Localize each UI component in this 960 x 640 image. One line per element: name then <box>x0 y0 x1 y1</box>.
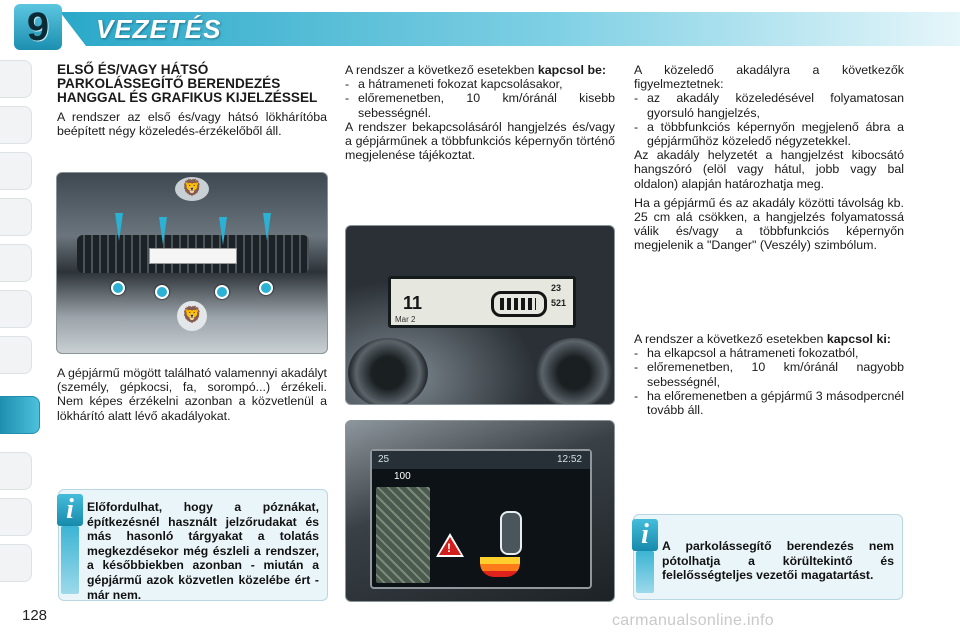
screen-speed: 100 <box>394 471 411 482</box>
chapter-title: VEZETÉS <box>96 14 222 44</box>
column-2 <box>345 63 615 162</box>
on-intro <box>345 63 615 77</box>
intro-paragraph: A rendszer az első és/vagy hátsó lökhárítóba beépített négy közeledés-érzékelőből áll. <box>57 109 327 138</box>
list-item: - a többfunkciós képernyőn megjelenő ábra a gépjárműhöz közeledő négyzetekkel. <box>634 120 904 148</box>
info-text: A parkolássegítő berendezés nem pótolhatja a körültekintő és felelősségteljes vezetői magatartást. <box>662 539 894 583</box>
column-3-lower <box>634 332 904 417</box>
lion-logo-icon: 🦁 <box>177 301 207 331</box>
bumper-sensors-photo <box>56 172 328 354</box>
side-tab[interactable] <box>0 106 32 144</box>
detection-paragraph: A gépjármű mögött található valamennyi akadályt (személy, gépkocsi, fa, sorompó...) érzékeli. Nem képes érzékelni azonban a közvetlenül a lökhárító alatt lévő akadályokat. <box>57 366 327 423</box>
info-icon: i <box>632 519 658 551</box>
list-item: - előremenetben, 10 km/óránál nagyobb sebességnél, <box>634 360 904 388</box>
sensor-arrow-icon <box>159 217 167 245</box>
parking-sensor-icon <box>155 285 169 299</box>
side-tab[interactable] <box>0 336 32 374</box>
display-right-top: 23 <box>551 283 562 293</box>
air-vent <box>534 338 614 405</box>
display-day: Mar 2 <box>395 315 416 324</box>
list-item: - előremenetben, 10 km/óránál kisebb sebességnél. <box>345 91 615 119</box>
multifunction-screen <box>370 449 592 589</box>
side-tab-active[interactable] <box>0 396 40 434</box>
side-tab[interactable] <box>0 198 32 236</box>
air-vent <box>348 338 428 405</box>
display-right-values <box>551 281 566 311</box>
watermark: carmanualsonline.info <box>612 612 774 629</box>
section-heading: ELSŐ ÉS/VAGY HÁTSÓ PARKOLÁSSEGÍTŐ BERENDEZÉS HANGGAL ÉS GRAFIKUS KIJELZÉSSEL <box>57 62 318 106</box>
info-stripe <box>61 526 79 594</box>
screen-top-left: 25 <box>378 454 390 465</box>
parking-sensor-icon <box>259 281 273 295</box>
list-item: - ha elkapcsol a hátrameneti fokozatból, <box>634 346 904 360</box>
info-stripe <box>636 551 654 593</box>
on-intro-bold: kapcsol be: <box>537 63 607 77</box>
off-intro-bold: kapcsol ki: <box>826 332 891 346</box>
approach-intro: A közeledő akadályra a következők figyelmeztetnek: <box>634 63 904 92</box>
display-right-bottom: 521 <box>551 298 567 308</box>
list-item: - ha előremenetben a gépjármű 3 másodpercnél tovább áll. <box>634 389 904 417</box>
off-intro <box>634 332 904 346</box>
screen-topbar <box>372 451 590 469</box>
sensor-arrow-icon <box>263 213 271 241</box>
on-intro-text: A rendszer a következő esetekben <box>345 63 538 77</box>
on-list <box>345 77 615 120</box>
column-3 <box>634 63 904 253</box>
side-tab[interactable] <box>0 244 32 282</box>
sensor-arrow-icon <box>219 217 227 245</box>
multifunction-screen-photo <box>345 420 615 602</box>
approach-list <box>634 91 904 148</box>
sensor-arrow-icon <box>115 213 123 241</box>
side-tab[interactable] <box>0 452 32 490</box>
car-top-view-icon <box>500 511 522 555</box>
dashboard-display-photo <box>345 225 615 405</box>
column-1 <box>57 63 327 138</box>
info-box <box>58 489 328 601</box>
list-item: - az akadály közeledésével folyamatosan gyorsuló hangjelzés, <box>634 91 904 119</box>
info-icon: i <box>57 494 83 526</box>
side-tab[interactable] <box>0 152 32 190</box>
side-tabs <box>0 60 40 600</box>
side-tab[interactable] <box>0 290 32 328</box>
chapter-number: 9 <box>14 4 62 50</box>
side-tab[interactable] <box>0 498 32 536</box>
navigation-map <box>376 487 430 583</box>
danger-paragraph: Ha a gépjármű és az akadály közötti távolság kb. 25 cm alá csökken, a hangjelzés folyamatossá válik és/vagy a többfunkciós képernyőn megjelenik a "Danger" (Veszély) szimbólum. <box>634 195 904 253</box>
side-tab[interactable] <box>0 60 32 98</box>
parking-sensor-icon <box>111 281 125 295</box>
parking-sensor-icon <box>215 285 229 299</box>
exclamation-icon: ! <box>447 541 451 555</box>
dashboard-display <box>388 276 576 328</box>
activation-paragraph: A rendszer bekapcsolásáról hangjelzés és/vagy a gépjárműnek a többfunkciós képernyőn történő megjelenése tájékoztat. <box>345 119 615 163</box>
side-tab[interactable] <box>0 544 32 582</box>
list-item: - a hátrameneti fokozat kapcsolásakor, <box>345 77 615 91</box>
proximity-zones <box>480 557 520 577</box>
location-paragraph: Az akadály helyzetét a hangjelzést kibocsátó hangszóró (elöl vagy hátul, jobb vagy bal oldalon) alapján határozhatja meg. <box>634 148 904 191</box>
lion-logo-icon: 🦁 <box>175 177 209 201</box>
off-list <box>634 346 904 417</box>
info-box <box>633 514 903 600</box>
license-plate <box>149 248 237 264</box>
display-number: 11 <box>403 293 423 313</box>
column-1-lower <box>57 366 327 423</box>
screen-time: 12:52 <box>556 454 582 465</box>
off-intro-text: A rendszer a következő esetekben <box>634 332 827 346</box>
page-number: 128 <box>22 607 48 624</box>
info-text: Előfordulhat, hogy a póznákat, építkezésnél használt jelzőrudakat és más hasonló tárgyakat a tolatás megkezdésekor még észleli a rendszer, a későbbiekben azonban - miután a gépjármű azok közvetlen közelébe ért - már nem. <box>87 500 319 602</box>
header <box>0 0 960 52</box>
car-sensor-graphic-icon <box>491 291 547 317</box>
